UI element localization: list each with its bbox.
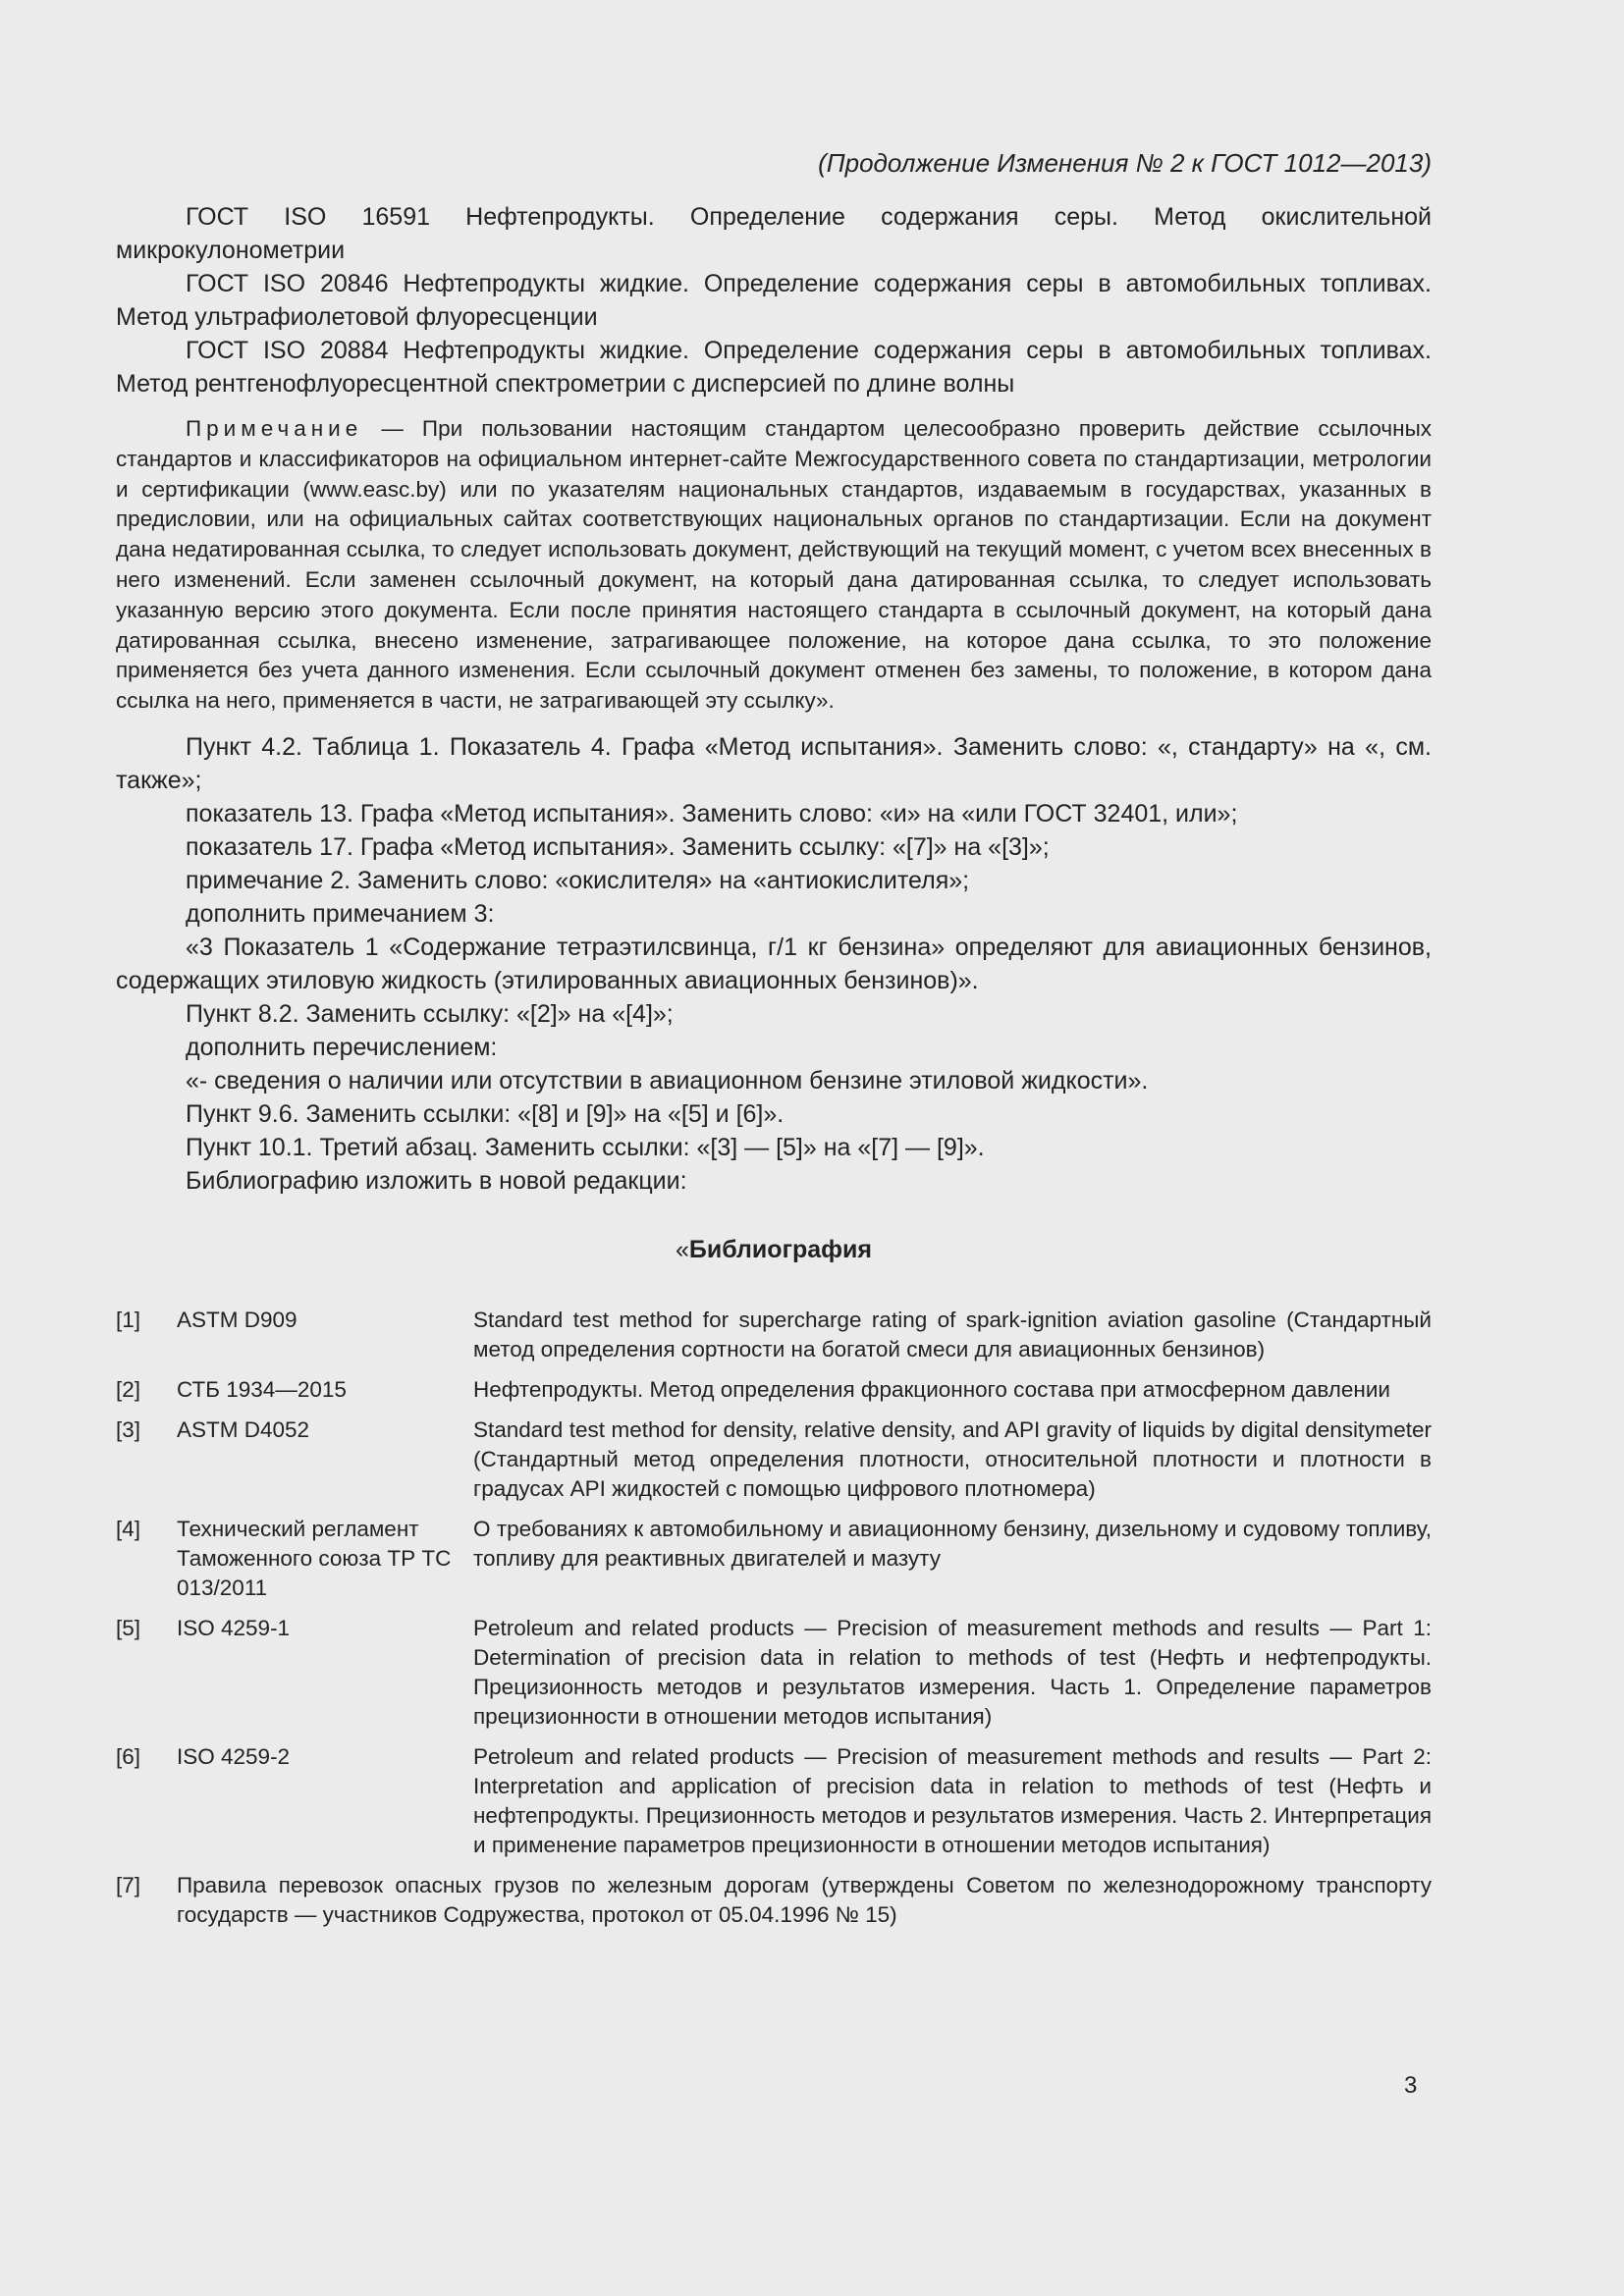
bibliography-code: ASTM D909 (177, 1307, 298, 1332)
amendment-item: показатель 13. Графа «Метод испытания». Заменить слово: «и» на «или ГОСТ 32401, или»; (186, 799, 1238, 828)
bibliography-description: Petroleum and related products — Precision of measurement methods and results — Part 1: Determination of precision data in relation to methods of test (Нефть и нефтепродукты. Прецизионность методов и результатов измерения. Часть 1. Определение параметров прецизионности в отношении методов испытания) (473, 1615, 1432, 1729)
bibliography-row (116, 1306, 1432, 1364)
bibliography-number: [1] (116, 1307, 141, 1332)
bibliography-open-quote: « (675, 1235, 689, 1263)
document-page (116, 145, 1432, 1941)
bibliography-code: СТБ 1934—2015 (177, 1376, 347, 1402)
bibliography-number: [7] (116, 1872, 141, 1897)
note-label: Примечание (186, 416, 363, 441)
amendment-item: дополнить перечислением: (186, 1033, 498, 1061)
bibliography-row (116, 1415, 1432, 1504)
bibliography-table (116, 1306, 1432, 1930)
amendment-item: дополнить примечанием 3: (186, 899, 495, 928)
amendment-item: Пункт 10.1. Третий абзац. Заменить ссылки: «[3] — [5]» на «[7] — [9]». (186, 1133, 985, 1161)
amendment-item: Библиографию изложить в новой редакции: (186, 1166, 687, 1195)
bibliography-code: ISO 4259-1 (177, 1615, 291, 1640)
bibliography-number: [6] (116, 1743, 141, 1769)
bibliography-description: Нефтепродукты. Метод определения фракционного состава при атмосферном давлении (473, 1376, 1390, 1402)
bibliography-number: [2] (116, 1376, 141, 1402)
bibliography-row (116, 1515, 1432, 1603)
bibliography-description: О требованиях к автомобильному и авиационному бензину, дизельному и судовому топливу, топливу для реактивных двигателей и мазуту (473, 1516, 1432, 1571)
bibliography-code: Технический регламент Таможенного союза ТР ТС 013/2011 (177, 1516, 452, 1600)
bibliography-title (116, 1233, 1432, 1266)
bibliography-row (116, 1614, 1432, 1732)
bibliography-code: ASTM D4052 (177, 1416, 310, 1442)
bibliography-number: [3] (116, 1416, 141, 1442)
bibliography-description: Правила перевозок опасных грузов по железным дорогам (утверждены Советом по железнодорожному транспорту государств — участников Содружества, протокол от 05.04.1996 № 15) (177, 1872, 1432, 1927)
bibliography-row (116, 1742, 1432, 1860)
reference-gost-iso-16591: ГОСТ ISO 16591 Нефтепродукты. Определение содержания серы. Метод окислительной микрокулонометрии (116, 203, 1432, 264)
bibliography-number: [4] (116, 1516, 141, 1541)
bibliography-number: [5] (116, 1615, 141, 1640)
bibliography-row (116, 1375, 1432, 1405)
amendment-item: «3 Показатель 1 «Содержание тетраэтилсвинца, г/1 кг бензина» определяют для авиационных бензинов, содержащих этиловую жидкость (этилированных авиационных бензинов)». (116, 933, 1432, 994)
bibliography-heading: Библиография (688, 1235, 872, 1263)
amendment-item: показатель 17. Графа «Метод испытания». Заменить ссылку: «[7]» на «[3]»; (186, 832, 1050, 861)
bibliography-description: Standard test method for supercharge rating of spark-ignition aviation gasoline (Стандартный метод определения сортности на богатой смеси для авиационных бензинов) (473, 1307, 1432, 1362)
amendment-item: Пункт 9.6. Заменить ссылки: «[8] и [9]» на «[5] и [6]». (186, 1099, 785, 1128)
amendment-item: примечание 2. Заменить слово: «окислителя» на «антиокислителя»; (186, 866, 970, 894)
bibliography-code: ISO 4259-2 (177, 1743, 291, 1769)
amendment-item: Пункт 8.2. Заменить ссылку: «[2]» на «[4]»; (186, 999, 674, 1028)
bibliography-description: Petroleum and related products — Precision of measurement methods and results — Part 2: Interpretation and application of precision data in relation to methods of test (Нефть и нефтепродукты. Прецизионность методов и результатов измерения. Часть 2. Интерпретация и применение параметров прецизионности в отношении методов испытания) (473, 1743, 1432, 1857)
note-paragraph (116, 414, 1432, 717)
amendment-item: Пункт 4.2. Таблица 1. Показатель 4. Графа «Метод испытания». Заменить слово: «, стандарту» на «, см. также»; (116, 732, 1432, 794)
reference-gost-iso-20884: ГОСТ ISO 20884 Нефтепродукты жидкие. Определение содержания серы в автомобильных топливах. Метод рентгенофлуоресцентной спектрометрии с дисперсией по длине волны (116, 337, 1432, 398)
note-text: — При пользовании настоящим стандартом целесообразно проверить действие ссылочных стандартов и классификаторов на официальном интернет-сайте Межгосударственного совета по стандартизации, метрологии и сертификации (www.easc.by) или по указателям национальных стандартов, издаваемым в государствах, указанных в предисловии, или на официальных сайтах соответствующих национальных органов по стандартизации. Если на документ дана недатированная ссылка, то следует использовать документ, действующий на текущий момент, с учетом всех внесенных в него изменений. Если заменен ссылочный документ, на который дана датированная ссылка, то следует использовать указанную версию этого документа. Если после принятия настоящего стандарта в ссылочный документ, на который дана датированная ссылка, внесено изменение, затрагивающее положение, на которое дана ссылка, то это положение применяется без учета данного изменения. Если ссылочный документ отменен без замены, то положение, в котором дана ссылка на него, применяется в части, не затрагивающей эту ссылку». (116, 416, 1432, 714)
page-number: 3 (1404, 2072, 1418, 2099)
reference-gost-iso-20846: ГОСТ ISO 20846 Нефтепродукты жидкие. Определение содержания серы в автомобильных топливах. Метод ультрафиолетовой флуоресценции (116, 270, 1432, 331)
amendment-item: «- сведения о наличии или отсутствии в авиационном бензине этиловой жидкости». (186, 1066, 1149, 1095)
bibliography-row (116, 1871, 1432, 1930)
continuation-header: (Продолжение Изменения № 2 к ГОСТ 1012—2013) (818, 148, 1432, 178)
bibliography-description: Standard test method for density, relative density, and API gravity of liquids by digital densitymeter (Стандартный метод определения плотности, относительной плотности и плотности в градусах API жидкостей с помощью цифрового плотномера) (473, 1416, 1432, 1501)
